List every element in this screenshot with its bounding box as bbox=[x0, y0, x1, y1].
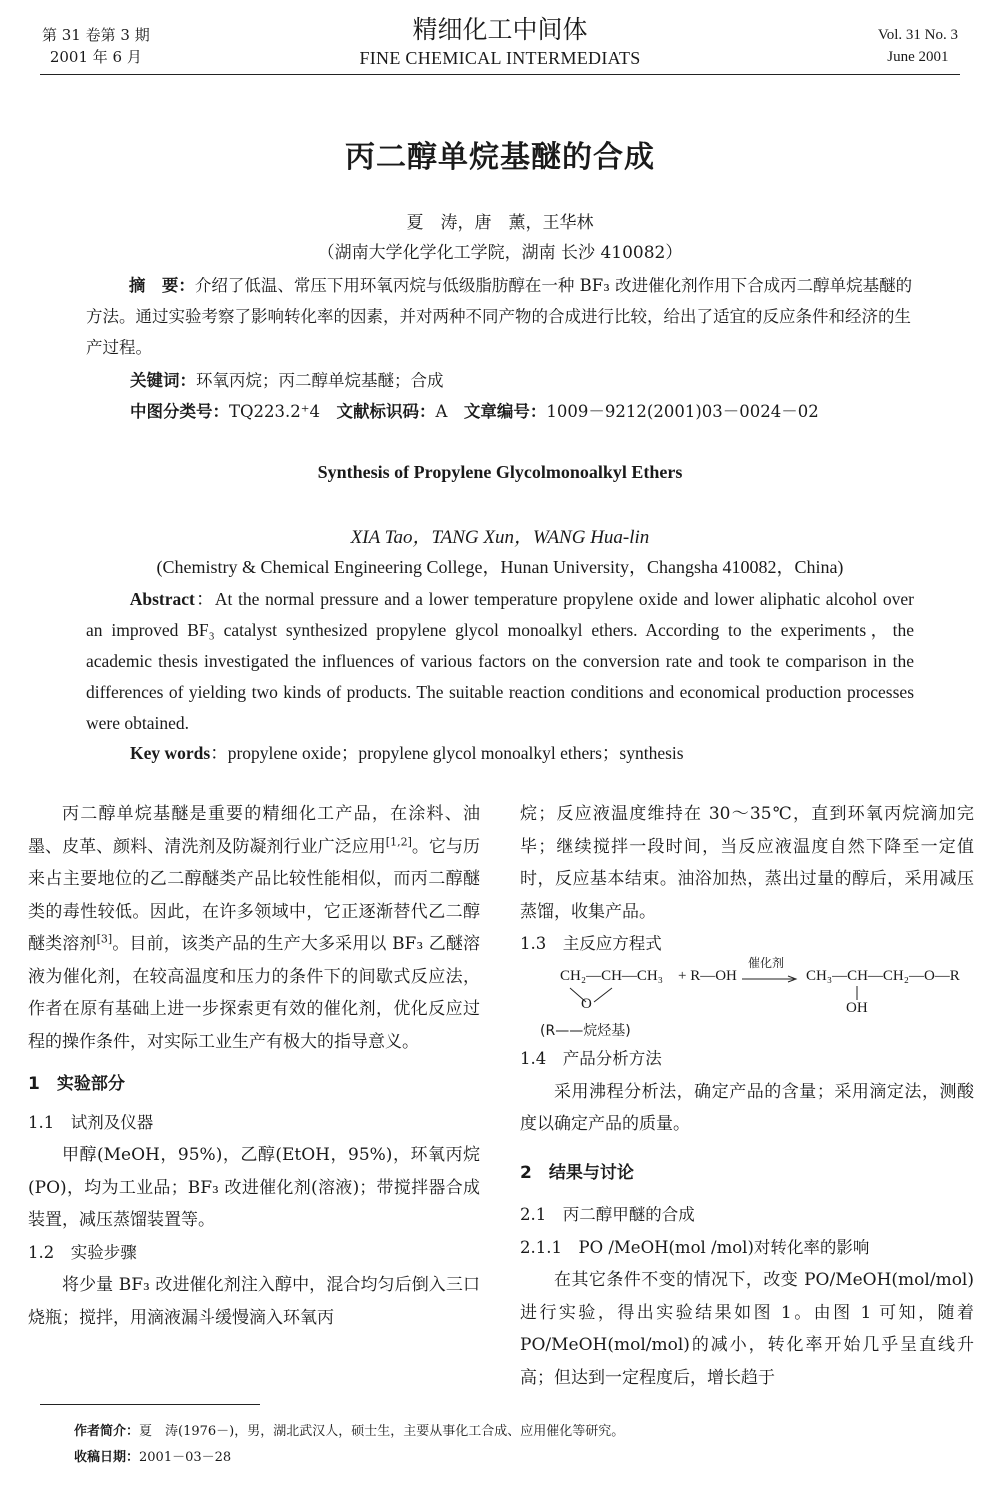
volume-issue-cn: 第 31 卷第 3 期 bbox=[42, 26, 150, 44]
reaction-equation bbox=[520, 958, 980, 1028]
intro-text-b: 。它与历来占主要地位的乙二醇醚类产品比较性能相似，而丙二醇醚类的毒性较低。因此，在许多领域中，它正逐渐替代乙二醇醚类溶剂 bbox=[28, 836, 481, 954]
epoxide-ring-bonds bbox=[560, 986, 640, 1010]
article-no-label: 文章编号： bbox=[463, 402, 547, 421]
article-no-value: 1009－9212(2001)03－0024－02 bbox=[546, 402, 819, 421]
doc-code-value: A bbox=[435, 402, 448, 421]
affiliation-en: (Chemistry & Chemical Engineering College，Hunan University，Changsha 410082，China) bbox=[156, 557, 844, 577]
abstract-cn bbox=[86, 270, 914, 363]
keywords-cn bbox=[86, 365, 914, 396]
keywords-cn-label: 关键词： bbox=[130, 371, 196, 390]
footnote-author-text: 夏 涛(1976－)，男，湖北武汉人，硕士生，主要从事化工合成、应用催化等研究。 bbox=[139, 1424, 625, 1439]
right-column-top bbox=[520, 798, 974, 961]
clc-value: TQ223.2⁺4 bbox=[229, 402, 320, 421]
paper-title-cn: 丙二醇单烷基醚的合成 bbox=[345, 140, 655, 175]
section-2-1-1-text: 在其它条件不变的情况下，改变 PO/MeOH(mol/mol)进行实验，得出实验结果如图 1。由图 1 可知，随着 PO/MeOH(mol/mol)的减小，转化率开始几乎呈直线升高；但达到一定程度后，增长趋于 bbox=[520, 1270, 974, 1388]
citation-3: [3] bbox=[96, 932, 113, 946]
catalyst-label: 催化剂 bbox=[748, 956, 785, 970]
keywords-en-text: ：propylene oxide；propylene glycol monoalkyl ethers；synthesis bbox=[210, 743, 684, 763]
citation-1-2: [1,2] bbox=[385, 834, 412, 848]
header-rule bbox=[40, 74, 960, 75]
epoxide-oxygen: O bbox=[581, 996, 592, 1012]
footnote-received-label: 收稿日期： bbox=[74, 1450, 140, 1465]
journal-name bbox=[300, 14, 700, 70]
section-1-3-heading: 1.3 主反应方程式 bbox=[520, 934, 662, 953]
authors-cn: 夏 涛，唐 薰，王华林 bbox=[406, 213, 594, 233]
footnote-received-date: 2001－03－28 bbox=[139, 1450, 232, 1465]
journal-name-en: FINE CHEMICAL INTERMEDIATS bbox=[359, 48, 641, 68]
section-1-1-text: 甲醇(MeOH，95%)，乙醇(EtOH，95%)，环氧丙烷(PO)，均为工业品；BF₃ 改进催化剂(溶液)；带搅拌器合成装置，减压蒸馏装置等。 bbox=[28, 1145, 480, 1230]
section-2-heading: 2 结果与讨论 bbox=[520, 1162, 634, 1183]
footnote-rule bbox=[40, 1404, 260, 1405]
reaction-arrow bbox=[742, 975, 800, 983]
clc-label: 中图分类号： bbox=[130, 402, 229, 421]
abstract-cn-text: 介绍了低温、常压下用环氧丙烷与低级脂肪醇在一种 BF₃ 改进催化剂作用下合成丙二醇单烷基醚的方法。通过实验考察了影响转化率的因素，并对两种不同产物的合成进行比较，给出了适宜的反应条件和经济的生产过程。 bbox=[86, 276, 913, 357]
classification-line bbox=[86, 396, 914, 427]
keywords-en-label: Key words bbox=[130, 743, 211, 763]
issue-date-cn: 2001 年 6 月 bbox=[49, 48, 142, 66]
left-column bbox=[28, 798, 480, 1334]
section-1-2-text: 将少量 BF₃ 改进催化剂注入醇中，混合均匀后倒入三口烧瓶；搅拌，用滴液漏斗缓慢滴入环氧丙 bbox=[28, 1275, 480, 1328]
section-1-2-heading: 1.2 实验步骤 bbox=[28, 1242, 137, 1262]
abstract-en-label: Abstract bbox=[129, 589, 195, 609]
right-column-bottom bbox=[520, 1043, 974, 1394]
doc-code-label: 文献标识码： bbox=[336, 402, 436, 421]
running-header-right bbox=[878, 24, 958, 68]
abstract-en-text: ：At the normal pressure and a lower temperature propylene oxide and lower aliphatic alcohol over an improved BF₃ catalyst synthesized propylene glycol monoalkyl ethers. According to the experiments，the academic thesis investigated the influences of various factors on the conversion rate and took te comparison in the differences of yielding two kinds of products. The suitable reaction conditions and economical production processes were obtained. bbox=[86, 589, 914, 733]
intro-paragraph bbox=[28, 798, 480, 1058]
journal-name-cn: 精细化工中间体 bbox=[412, 15, 588, 44]
section-1-2-continued: 烷；反应液温度维持在 30～35℃，直到环氧丙烷滴加完毕；继续搅拌一段时间，当反应液温度自然下降至一定值时，反应基本结束。油浴加热，蒸出过量的醇后，采用减压蒸馏，收集产品。 bbox=[520, 804, 974, 922]
section-1-1-heading: 1.1 试剂及仪器 bbox=[28, 1112, 154, 1132]
hydroxyl-group: OH bbox=[846, 1000, 868, 1016]
section-1-4-text: 采用沸程分析法，确定产品的含量；采用滴定法，测酸度以确定产品的质量。 bbox=[520, 1081, 974, 1134]
intro-text-c: 。目前，该类产品的生产大多采用以 BF₃ 乙醚溶液为催化剂，在较高温度和压力的条件下的间歇式反应法，作者在原有基础上进一步探索更有效的催化剂，优化反应过程的操作条件，对实际工业生产有极大的指导意义。 bbox=[28, 934, 480, 1052]
reactant-propylene-oxide: CH₂—CH—CH₃ bbox=[560, 968, 663, 984]
abstract-en bbox=[86, 584, 914, 739]
reaction-note: (R——烷烃基) bbox=[540, 1023, 631, 1039]
section-2-1-heading: 2.1 丙二醇甲醚的合成 bbox=[520, 1205, 695, 1224]
running-header-left bbox=[42, 24, 150, 68]
section-2-1-1-heading: 2.1.1 PO /MeOH(mol /mol)对转化率的影响 bbox=[520, 1237, 870, 1257]
issue-date-en: June 2001 bbox=[887, 49, 949, 65]
section-1-heading: 1 实验部分 bbox=[28, 1074, 125, 1094]
section-1-4-heading: 1.4 产品分析方法 bbox=[520, 1049, 662, 1068]
keywords-cn-text: 环氧丙烷；丙二醇单烷基醚；合成 bbox=[196, 371, 444, 390]
affiliation-cn: （湖南大学化学化工学院，湖南 长沙 410082） bbox=[317, 243, 683, 263]
product-ether: CH₃—CH—CH₂—O—R bbox=[806, 968, 960, 984]
authors-en: XIA Tao，TANG Xun，WANG Hua-lin bbox=[350, 527, 650, 548]
footnote-author bbox=[74, 1420, 624, 1444]
intro-text-a: 丙二醇单烷基醚是重要的精细化工产品，在涂料、油墨、皮革、颜料、清洗剂及防凝剂行业广泛应用 bbox=[28, 804, 480, 857]
footnote-received bbox=[74, 1446, 231, 1470]
keywords-en bbox=[86, 738, 914, 769]
abstract-cn-label: 摘 要： bbox=[128, 276, 195, 295]
paper-title-en: Synthesis of Propylene Glycolmonoalkyl Ethers bbox=[317, 462, 683, 482]
reactant-alcohol: + R—OH bbox=[678, 968, 737, 984]
volume-issue-en: Vol. 31 No. 3 bbox=[877, 27, 958, 43]
footnote-author-label: 作者简介： bbox=[74, 1424, 140, 1439]
